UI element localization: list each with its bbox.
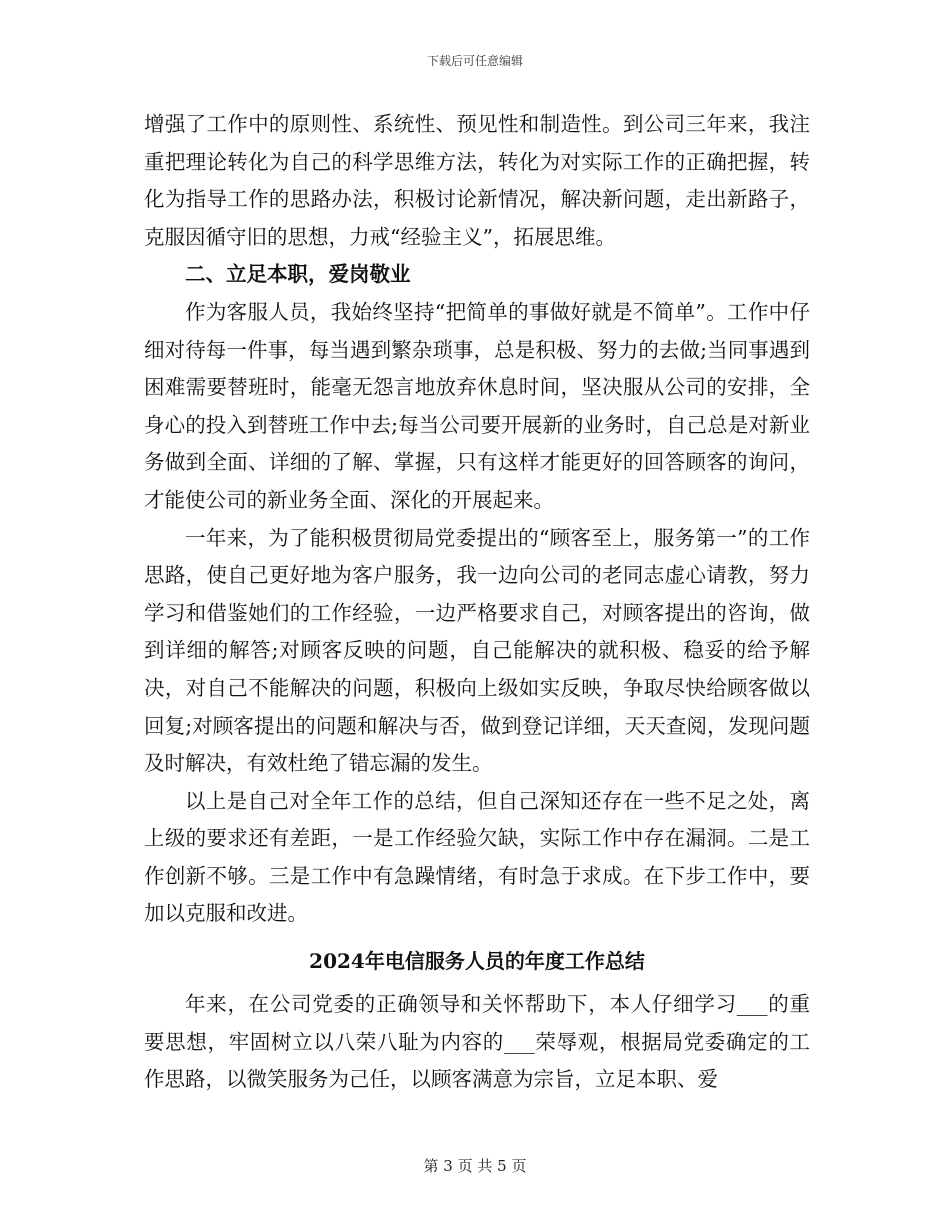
- page-number: 第 3 页 共 5 页: [423, 1157, 527, 1175]
- document-title: 2024年电信服务人员的年度工作总结: [309, 949, 645, 974]
- paragraph-continued: 增强了工作中的原则性、系统性、预见性和制造性。到公司三年来，我注重把理论转化为自己的科学思维方法，转化为对实际工作的正确把握，转化为指导工作的思路办法，积极讨论新情况，解决新问题，走出新路子，克服因循守旧的思想，力戒“经验主义”，拓展思维。: [144, 112, 810, 249]
- document-body: [144, 106, 810, 1099]
- paragraph-customer-service: 作为客服人员，我始终坚持“把简单的事做好就是不简单”。工作中仔细对待每一件事，每当遇到繁杂琐事，总是积极、努力的去做;当同事遇到困难需要替班时，能毫无怨言地放弃休息时间，坚决服从公司的安排，全身心的投入到替班工作中去;每当公司要开展新的业务时，自己总是对新业务做到全面、详细的了解、掌握，只有这样才能更好的回答顾客的询问，才能使公司的新业务全面、深化的开展起来。: [144, 299, 810, 512]
- paragraph-year-review: 一年来，为了能积极贯彻局党委提出的“顾客至上，服务第一”的工作思路，使自己更好地为客户服务，我一边向公司的老同志虚心请教，努力学习和借鉴她们的工作经验，一边严格要求自己，对顾客提出的咨询，做到详细的解答;对顾客反映的问题，自己能解决的就积极、稳妥的给予解决，对自己不能解决的问题，积极向上级如实反映，争取尽快给顾客做以回复;对顾客提出的问题和解决与否，做到登记详细，天天查阅，发现问题及时解决，有效杜绝了错忘漏的发生。: [144, 525, 810, 776]
- paragraph-opening: 年来，在公司党委的正确领导和关怀帮助下，本人仔细学习___的重要思想，牢固树立以八荣八耻为内容的___荣辱观，根据局党委确定的工作思路，以微笑服务为己任，以顾客满意为宗旨，立足本职、爱: [144, 992, 810, 1092]
- paragraph-shortcomings: 以上是自己对全年工作的总结，但自己深知还存在一些不足之处，离上级的要求还有差距，一是工作经验欠缺，实际工作中存在漏洞。二是工作创新不够。三是工作中有急躁情绪，有时急于求成。在下步工作中，要加以克服和改进。: [144, 788, 810, 926]
- section-heading: 二、立足本职，爱岗敬业: [185, 262, 411, 287]
- page-header: 下载后可任意编辑: [426, 54, 523, 68]
